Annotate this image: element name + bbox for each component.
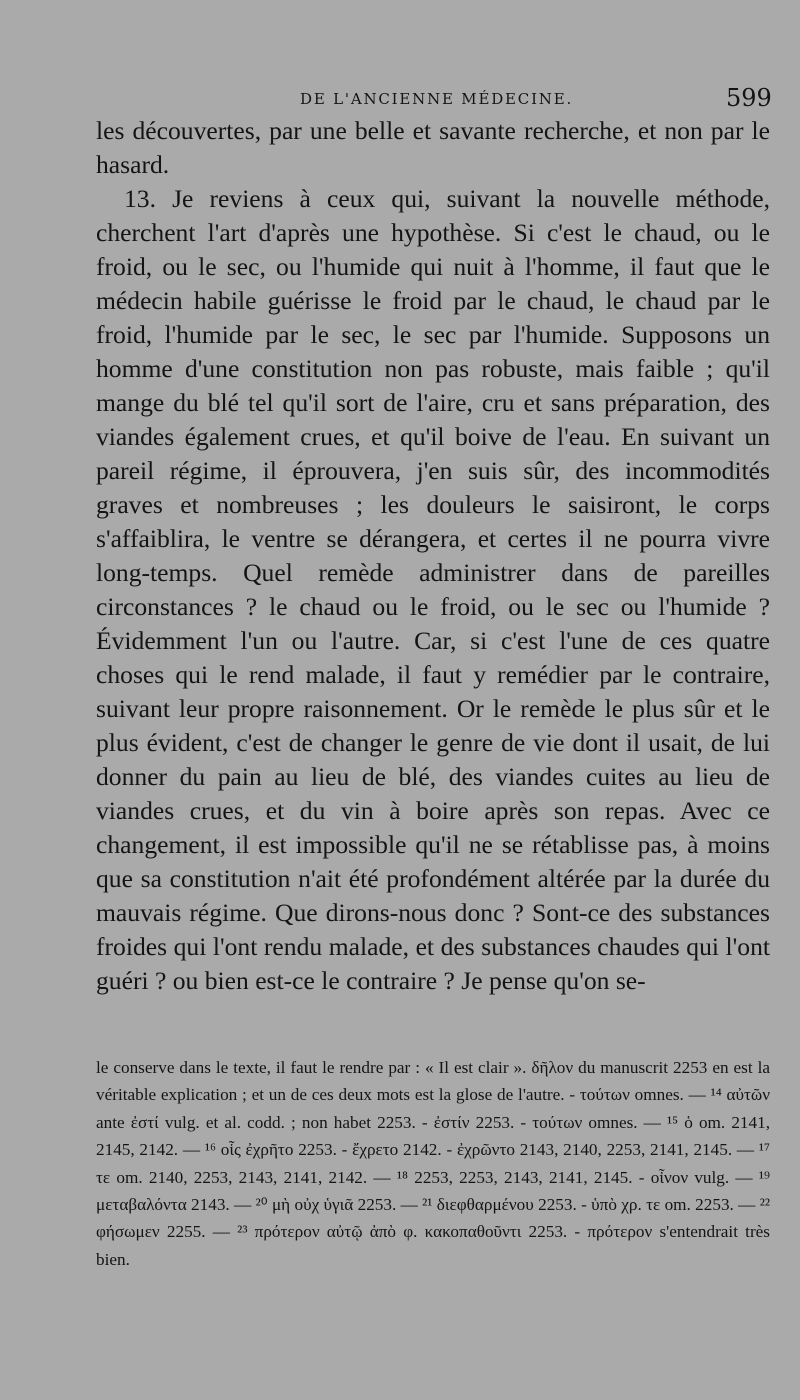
main-text [96,114,770,998]
running-head [0,84,800,114]
footnote-text: le conserve dans le texte, il faut le rendre par : « Il est clair ». δῆλον du manuscrit 2253 en est la véritable explication ; et un de ces deux mots est la glose de l'autre. - τούτων omnes. — ¹⁴ αὐτῶν ante ἐστί vulg. et al. codd. ; non habet 2253. - ἐστίν 2253. - τούτων omnes. — ¹⁵ ὁ om. 2141, 2145, 2142. — ¹⁶ οἷς ἐχρῆτο 2253. - ἔχρετο 2142. - ἐχρῶντο 2143, 2140, 2253, 2141, 2145. — ¹⁷ τε om. 2140, 2253, 2143, 2141, 2142. — ¹⁸ 2253, 2253, 2143, 2141, 2145. - οἶνον vulg. — ¹⁹ μεταβαλόντα 2143. — ²⁰ μὴ οὐχ ὑγιᾶ 2253. — ²¹ διεφθαρμένου 2253. - ὑπὸ χρ. τε om. 2253. — ²² φήσωμεν 2255. — ²³ πρότερον αὐτῷ ἀπὸ φ. κακοπαθοῦντι 2253. - πρότερον s'entendrait très bien. [96,1058,770,1269]
paragraph-continuation: les découvertes, par une belle et savante recherche, et non par le hasard. [96,116,770,179]
footnotes [96,1054,770,1273]
paragraph-section-13: 13. Je reviens à ceux qui, suivant la nouvelle méthode, cherchent l'art d'après une hypothèse. Si c'est le chaud, ou le froid, ou le sec, ou l'humide qui nuit à l'homme, il faut que le médecin habile guérisse le froid par le chaud, le chaud par le froid, l'humide par le sec, le sec par l'humide. Supposons un homme d'une constitution non pas robuste, mais faible ; qu'il mange du blé tel qu'il sort de l'aire, cru et sans préparation, des viandes également crues, et qu'il boive de l'eau. En suivant un pareil régime, il éprouvera, j'en suis sûr, des incommodités graves et nombreuses ; les douleurs le saisiront, le corps s'affaiblira, le ventre se dérangera, et certes il ne pourra vivre long-temps. Quel remède administrer dans de pareilles circonstances ? le chaud ou le froid, ou le sec ou l'humide ? Évidemment l'un ou l'autre. Car, si c'est l'une de ces quatre choses qui le rend malade, il faut y remédier par le contraire, suivant leur propre raisonnement. Or le remède le plus sûr et le plus évident, c'est de changer le genre de vie dont il usait, de lui donner du pain au lieu de blé, des viandes cuites au lieu de viandes crues, et du vin à boire après son repas. Avec ce changement, il est impossible qu'il ne se rétablisse pas, à moins que sa constitution n'ait été profondément altérée par la durée du mauvais régime. Que dirons-nous donc ? Sont-ce des substances froides qui l'ont rendu malade, et des substances chaudes qui l'ont guéri ? ou bien est-ce le contraire ? Je pense qu'on se- [96,184,770,995]
running-title: DE L'ANCIENNE MÉDECINE. [300,90,574,108]
page-number: 599 [726,84,772,112]
